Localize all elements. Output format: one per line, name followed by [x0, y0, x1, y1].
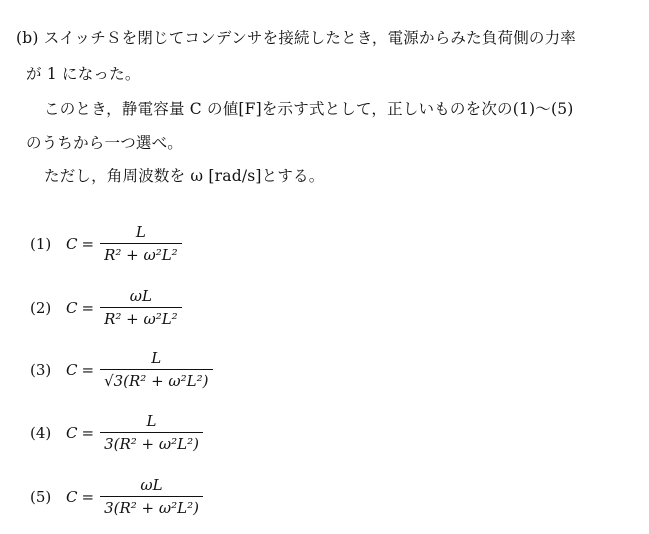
option-fraction [100, 287, 182, 328]
option-equals: = [81, 298, 95, 317]
option-number: (1) [30, 234, 52, 253]
fraction-denominator: √3(R² + ω²L²) [100, 369, 212, 390]
option-lhs: C [66, 423, 78, 442]
fraction-denominator: 3(R² + ω²L²) [100, 432, 203, 453]
fraction-denominator: 3(R² + ω²L²) [100, 496, 203, 517]
option-3 [30, 349, 213, 390]
fraction-numerator: ωL [140, 476, 163, 494]
option-lhs: C [66, 487, 78, 506]
question-line-2: が 1 になった。 [26, 65, 141, 83]
option-2 [30, 287, 182, 328]
fraction-numerator: L [146, 412, 157, 430]
option-fraction [100, 412, 203, 453]
fraction-numerator: L [135, 223, 146, 241]
option-number: (4) [30, 423, 52, 442]
option-fraction [100, 476, 203, 517]
option-fraction [100, 223, 182, 264]
option-5 [30, 476, 203, 517]
question-line-3: このとき，静電容量 C の値[F]を示す式として，正しいものを次の(1)～(5) [44, 100, 574, 118]
option-1 [30, 223, 182, 264]
option-fraction [100, 349, 212, 390]
option-number: (3) [30, 360, 52, 379]
option-4 [30, 412, 203, 453]
option-equals: = [81, 360, 95, 379]
question-line-1: (b) スイッチＳを閉じてコンデンサを接続したとき，電源からみた負荷側の力率 [16, 29, 576, 47]
fraction-denominator: R² + ω²L² [100, 243, 182, 264]
fraction-numerator: L [151, 349, 162, 367]
question-line-5: ただし，角周波数を ω [rad/s]とする。 [44, 167, 325, 185]
option-number: (5) [30, 487, 52, 506]
option-lhs: C [66, 360, 78, 379]
option-equals: = [81, 423, 95, 442]
fraction-denominator: R² + ω²L² [100, 307, 182, 328]
option-equals: = [81, 234, 95, 253]
question-line-4: のうちから一つ選べ。 [26, 134, 184, 152]
option-lhs: C [66, 234, 78, 253]
fraction-numerator: ωL [129, 287, 152, 305]
option-number: (2) [30, 298, 52, 317]
option-lhs: C [66, 298, 78, 317]
option-equals: = [81, 487, 95, 506]
